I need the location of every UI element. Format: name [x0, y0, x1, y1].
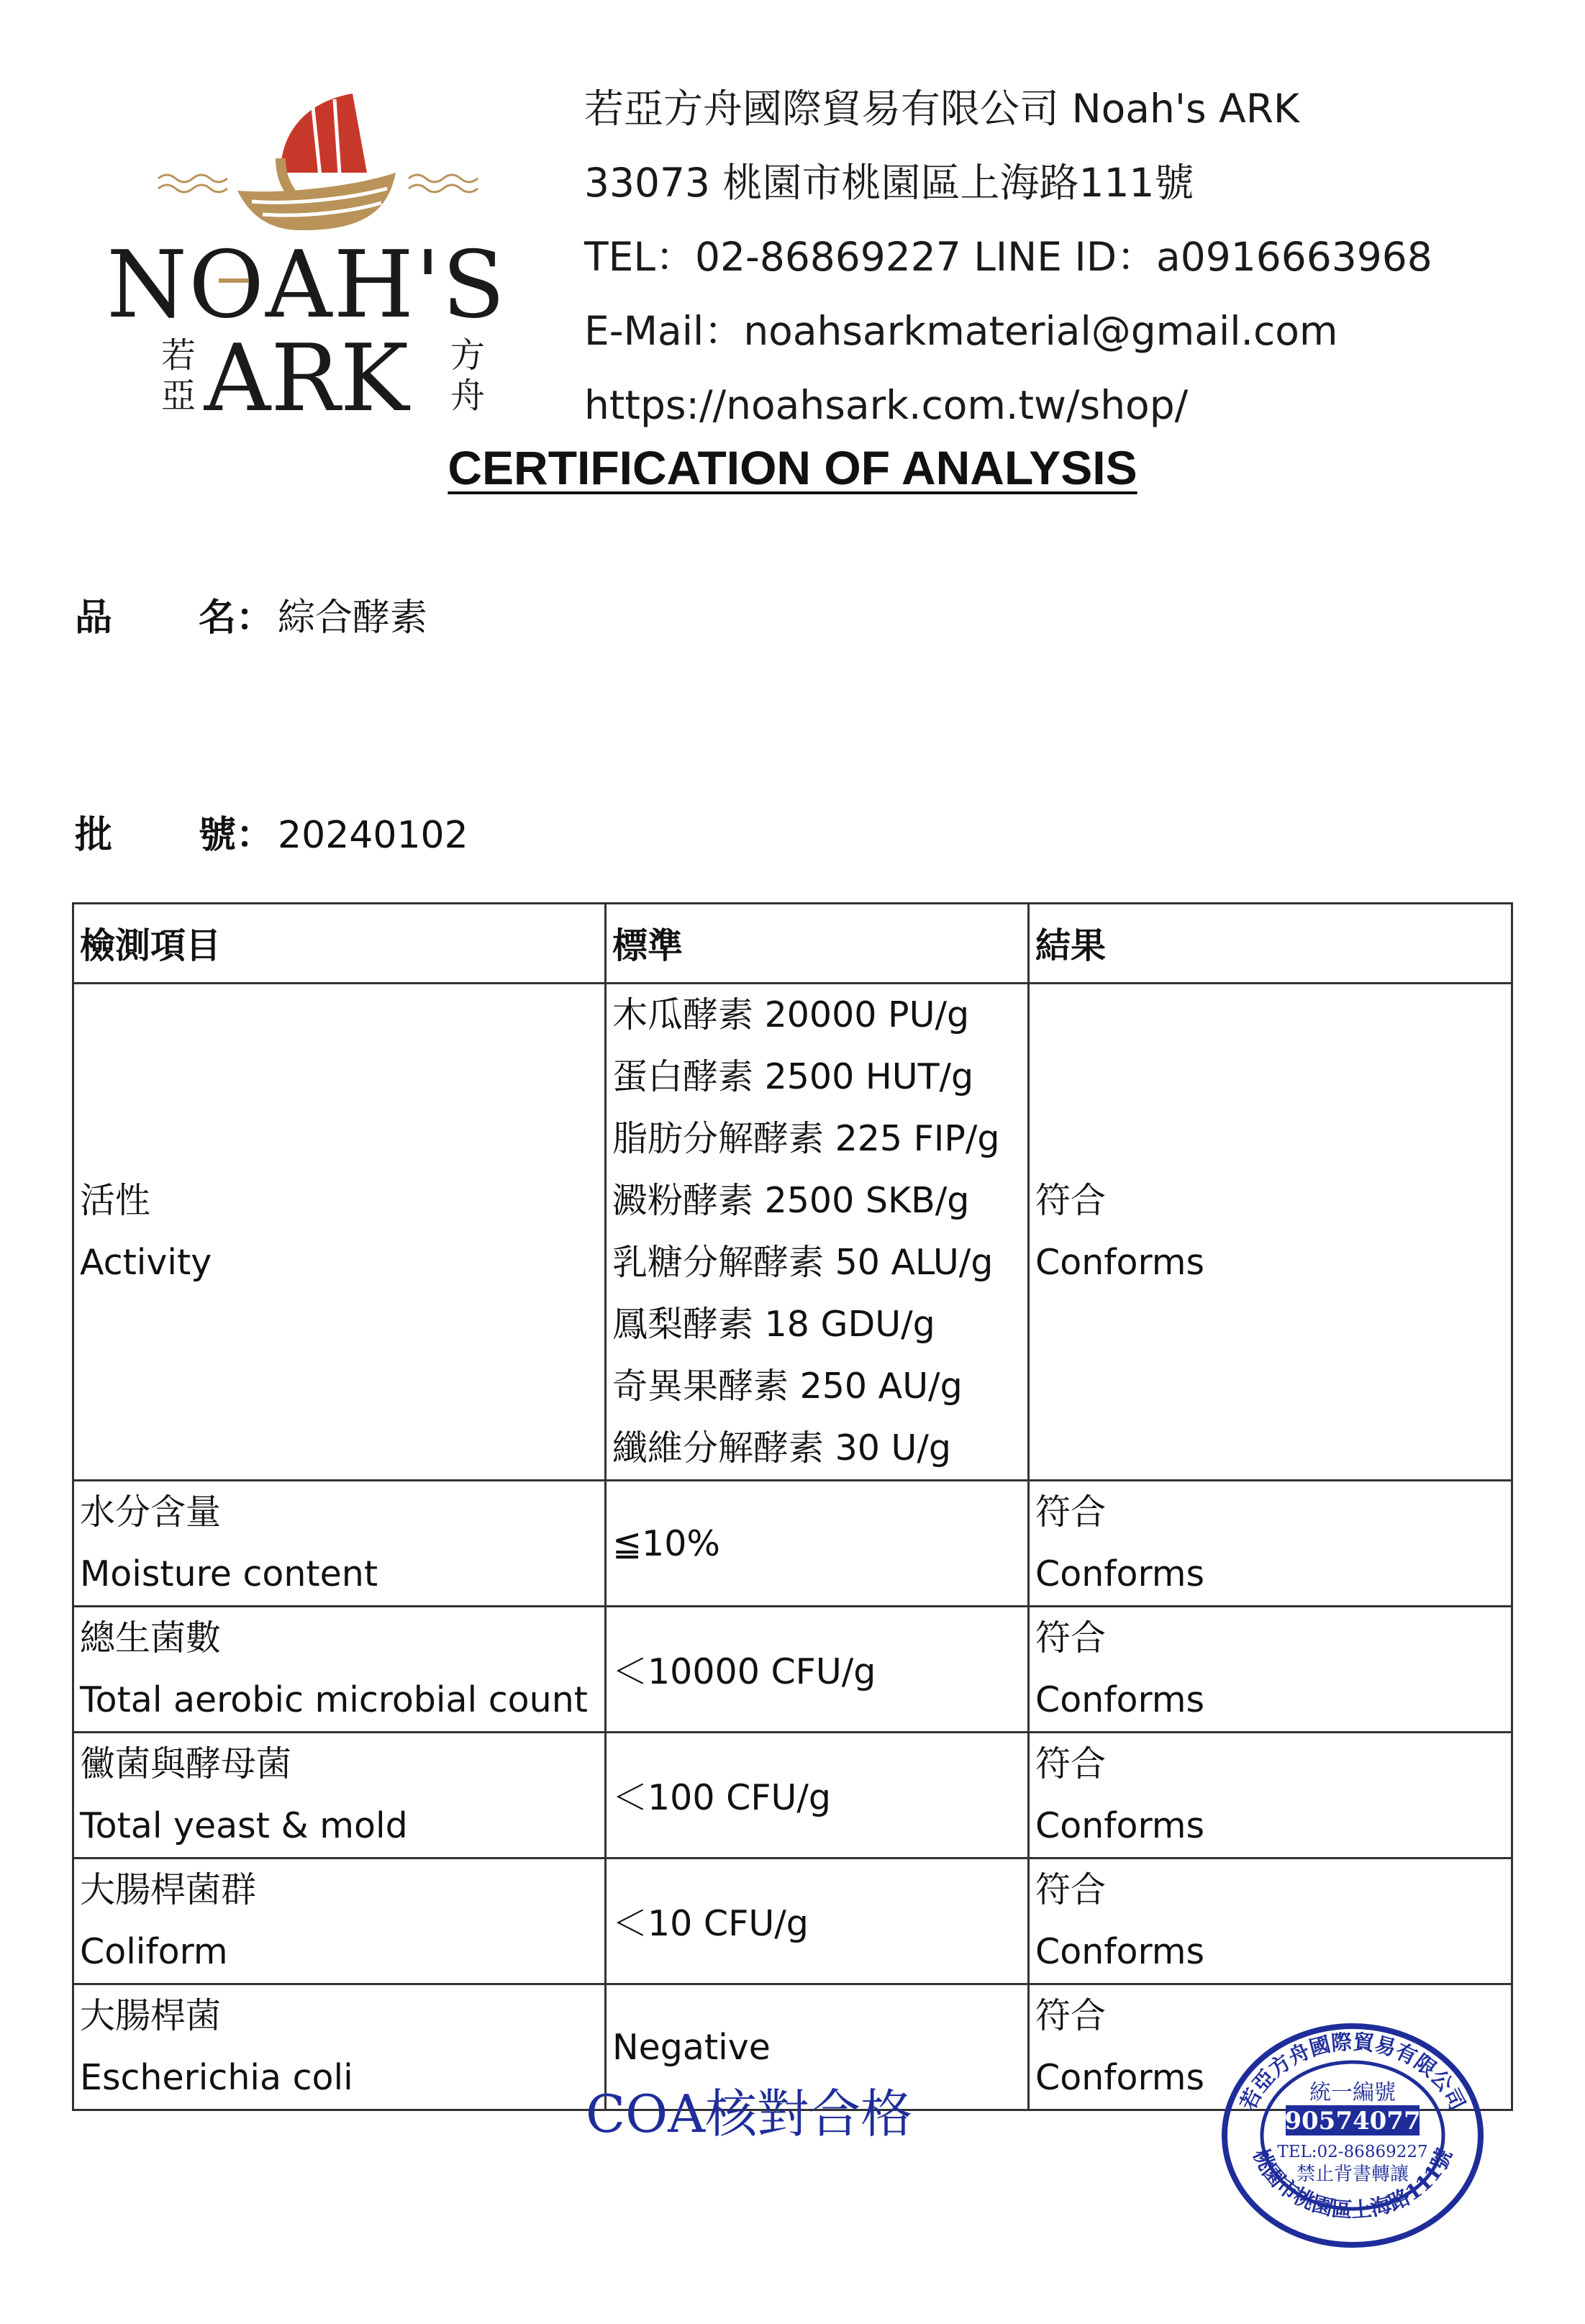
document-title-wrap	[0, 440, 1585, 495]
standard-line: 乳糖分解酵素 50 ALU/g	[612, 1242, 994, 1283]
result-en: Conforms	[1035, 1805, 1205, 1846]
result-cn: 符合	[1035, 1869, 1107, 1910]
table-row	[73, 1607, 1512, 1733]
seal-company: 若亞方舟國際貿易有限公司	[1235, 2029, 1471, 2115]
company-name: 若亞方舟國際貿易有限公司 Noah's ARK	[584, 86, 1300, 132]
seal-icon	[1220, 2020, 1486, 2251]
result-cn: 符合	[1035, 1617, 1107, 1658]
product-value: 綜合酵素	[278, 596, 428, 640]
item-cn: 大腸桿菌群	[80, 1869, 257, 1910]
item-en: Moisture content	[80, 1553, 378, 1594]
standard-line: 纖維分解酵素 30 U/g	[612, 1427, 951, 1469]
standard-cell: ＜100 CFU/g	[606, 1733, 1029, 1858]
item-cell	[73, 1607, 606, 1733]
standard-cell: Negative	[606, 1984, 1029, 2110]
result-cell	[1029, 984, 1512, 1481]
result-en: Conforms	[1035, 1553, 1205, 1594]
standard-cell: ＜10 CFU/g	[606, 1858, 1029, 1984]
item-cell	[73, 1984, 606, 2110]
result-en: Conforms	[1035, 1931, 1205, 1972]
standard-cell	[606, 984, 1029, 1481]
item-en: Total aerobic microbial count	[80, 1679, 588, 1720]
sail-icon	[281, 94, 367, 173]
logo-en-line2: ARK	[204, 325, 409, 432]
result-cn: 符合	[1035, 1180, 1107, 1221]
item-en: Total yeast & mold	[80, 1805, 408, 1846]
standard-line: 鳳梨酵素 18 GDU/g	[612, 1304, 935, 1345]
table-row	[73, 984, 1512, 1481]
company-url[interactable]: https://noahsark.com.tw/shop/	[584, 382, 1189, 428]
result-cn: 符合	[1035, 1743, 1107, 1784]
header-standard: 標準	[606, 904, 1029, 984]
item-cell	[73, 984, 606, 1481]
document-title: CERTIFICATION OF ANALYSIS	[448, 441, 1137, 494]
seal-label: 統一編號	[1309, 2080, 1396, 2105]
standard-line: 木瓜酵素 20000 PU/g	[612, 994, 970, 1035]
result-en: Conforms	[1035, 2057, 1205, 2098]
standard-line: 澱粉酵素 2500 SKB/g	[612, 1180, 970, 1221]
company-email: E-Mail：noahsarkmaterial@gmail.com	[584, 308, 1338, 354]
product-label-1: 品	[75, 596, 113, 640]
header-result: 結果	[1029, 904, 1512, 984]
analysis-table	[72, 902, 1513, 2111]
standard-cell: ≦10%	[606, 1481, 1029, 1607]
lot-number-field	[75, 804, 468, 858]
standard-line: 奇異果酵素 250 AU/g	[612, 1366, 963, 1407]
item-cn: 活性	[80, 1180, 151, 1221]
result-cell	[1029, 1733, 1512, 1858]
seal-note: 禁止背書轉讓	[1296, 2164, 1409, 2185]
company-address: 33073 桃園市桃園區上海路111號	[584, 160, 1194, 206]
item-cell	[73, 1733, 606, 1858]
item-cn: 水分含量	[80, 1492, 222, 1533]
coa-verified-stamp: COA核對合格	[586, 2084, 913, 2144]
standard-cell: ＜10000 CFU/g	[606, 1607, 1029, 1733]
table-header-row	[73, 904, 1512, 984]
logo-en-line1: NOAH'S	[106, 232, 507, 339]
logo-cn-left: 若亞	[161, 335, 196, 416]
seal-address: 桃園市桃園區上海路111號	[1248, 2145, 1458, 2223]
item-en: Coliform	[80, 1931, 228, 1972]
result-cell	[1029, 1481, 1512, 1607]
lot-colon: ：	[236, 814, 274, 857]
wave-right-icon	[409, 175, 478, 192]
company-info	[584, 72, 1432, 442]
result-cell	[1029, 1858, 1512, 1984]
item-en: Activity	[80, 1242, 212, 1283]
table-row	[73, 1481, 1512, 1607]
item-cn: 總生菌數	[80, 1617, 222, 1658]
lot-label-1: 批	[75, 814, 113, 857]
item-cn: 黴菌與酵母菌	[80, 1743, 292, 1784]
result-en: Conforms	[1035, 1242, 1205, 1283]
item-cn: 大腸桿菌	[80, 1995, 222, 2036]
lot-label-2: 號	[199, 814, 237, 857]
item-en: Escherichia coli	[80, 2057, 353, 2098]
lot-value: 20240102	[278, 814, 468, 857]
standard-line: 脂肪分解酵素 225 FIP/g	[612, 1118, 1000, 1159]
table-row	[73, 1858, 1512, 1984]
noahs-ark-logo-graphic	[65, 50, 548, 445]
seal-number: 90574077	[1284, 2107, 1421, 2135]
logo-cn-right: 方舟	[450, 335, 486, 416]
product-label-2: 名	[199, 596, 237, 640]
product-colon: ：	[236, 596, 274, 640]
item-cell	[73, 1481, 606, 1607]
company-seal	[1220, 2020, 1486, 2251]
standard-line: 蛋白酵素 2500 HUT/g	[612, 1056, 974, 1097]
result-en: Conforms	[1035, 1679, 1205, 1720]
result-cell	[1029, 1607, 1512, 1733]
seal-tel: TEL:02-86869227	[1277, 2143, 1428, 2161]
header-test-item: 檢測項目	[73, 904, 606, 984]
company-tel: TEL：02-86869227 LINE ID：a0916663968	[584, 234, 1432, 280]
table-row	[73, 1733, 1512, 1858]
result-cn: 符合	[1035, 1995, 1107, 2036]
wave-left-icon	[158, 175, 227, 192]
result-cn: 符合	[1035, 1492, 1107, 1533]
company-logo	[65, 50, 548, 445]
product-name-field	[75, 587, 427, 641]
item-cell	[73, 1858, 606, 1984]
